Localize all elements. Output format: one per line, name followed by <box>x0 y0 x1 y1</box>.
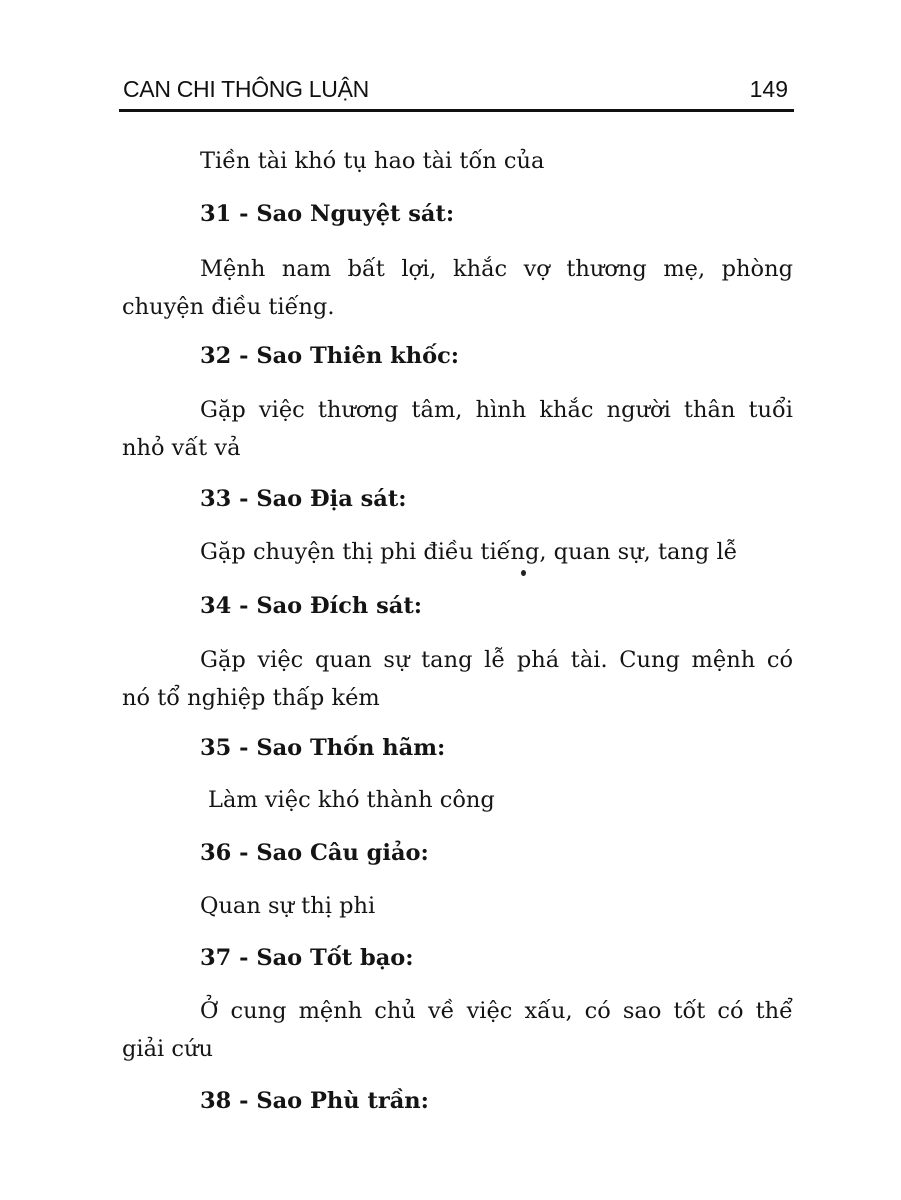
page-number: 149 <box>749 76 788 102</box>
entry-text: Làm việc khó thành công <box>208 787 495 813</box>
scan-speck <box>521 570 526 576</box>
entry-heading: 37 - Sao Tốt bạo: <box>200 945 414 971</box>
entry-text: Gặp việc quan sự tang lễ phá tài. Cung mệnh có <box>200 647 793 673</box>
entry-text: nó tổ nghiệp thấp kém <box>122 685 380 711</box>
header-rule <box>119 109 794 112</box>
running-title: CAN CHI THÔNG LUẬN <box>123 76 369 102</box>
entry-text: Mệnh nam bất lợi, khắc vợ thương mẹ, phòng <box>200 256 793 282</box>
entry-text: nhỏ vất vả <box>122 435 241 461</box>
entry-heading: 33 - Sao Địa sát: <box>200 486 407 512</box>
entry-heading: 36 - Sao Câu giảo: <box>200 840 429 866</box>
entry-text: chuyện điều tiếng. <box>122 294 335 320</box>
entry-heading: 32 - Sao Thiên khốc: <box>200 343 460 369</box>
entry-text: Gặp chuyện thị phi điều tiếng, quan sự, tang lễ <box>200 539 738 565</box>
entry-text: Ở cung mệnh chủ về việc xấu, có sao tốt có thể <box>200 998 793 1024</box>
entry-heading: 38 - Sao Phù trần: <box>200 1088 429 1114</box>
intro-line: Tiền tài khó tụ hao tài tốn của <box>200 148 545 174</box>
entry-heading: 31 - Sao Nguyệt sát: <box>200 201 455 227</box>
page-header <box>121 76 792 106</box>
entry-heading: 34 - Sao Đích sát: <box>200 593 423 619</box>
entry-text: Quan sự thị phi <box>200 893 376 919</box>
entry-text: giải cứu <box>122 1036 213 1062</box>
entry-heading: 35 - Sao Thốn hãm: <box>200 735 446 761</box>
entry-text: Gặp việc thương tâm, hình khắc người thân tuổi <box>200 397 793 423</box>
